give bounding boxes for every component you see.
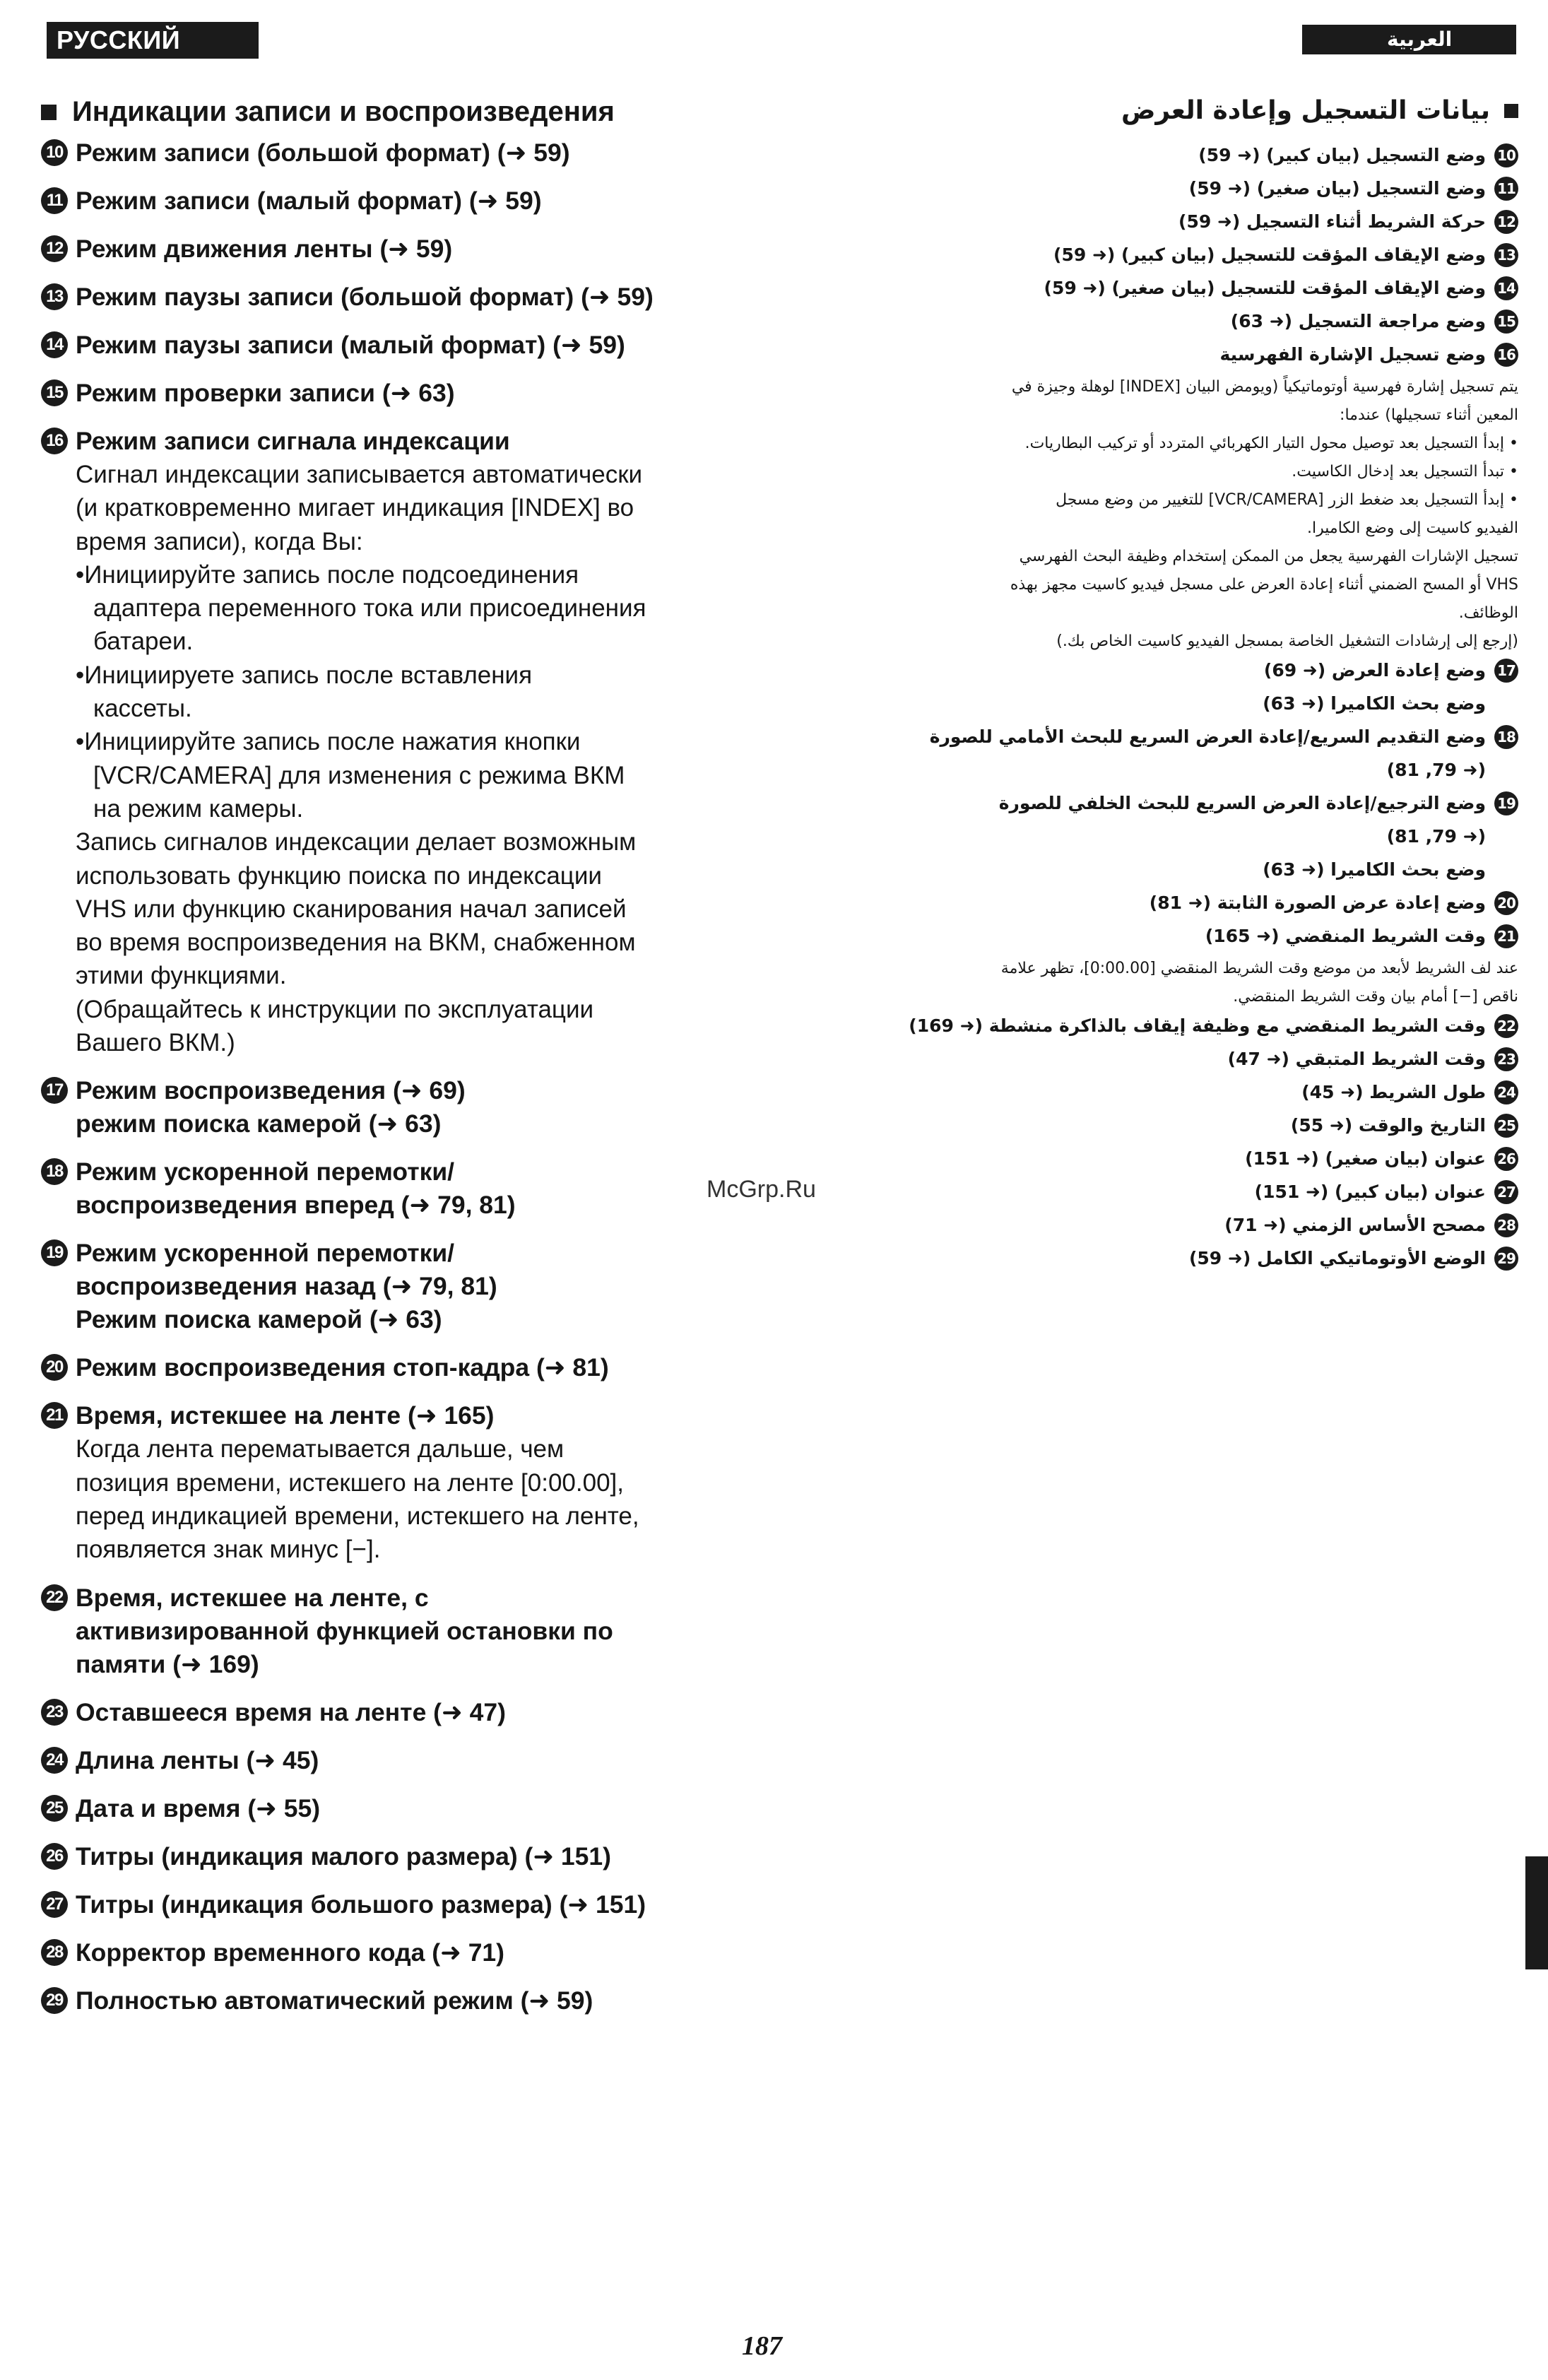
item-heading-line: Режим воспроизведения стоп-кадра (➜ 81)	[76, 1353, 609, 1382]
list-item	[41, 1074, 733, 1141]
circled-number-icon: 12	[41, 235, 68, 262]
list-item	[826, 174, 1518, 204]
item-heading-line: памяти (➜ 169)	[76, 1649, 259, 1678]
item-heading-line: Режим поиска камерой (➜ 63)	[76, 1305, 442, 1334]
list-item	[826, 273, 1518, 303]
bullet-line: الفيديو كاسيت إلى وضع الكاميرا.	[1307, 519, 1518, 537]
item-text: وضع تسجيل الإشارة الفهرسية	[1219, 344, 1486, 365]
item-text: وضع الترجيع/إعادة العرض السريع للبحث الخلفي للصورة	[998, 793, 1486, 813]
arabic-column	[826, 96, 1518, 1277]
text-line: Запись сигналов индексации делает возможным	[76, 828, 637, 856]
item-text: وضع مراجعة التسجيل (➜ 63)	[1230, 311, 1486, 331]
text-line: ناقص [−] أمام بيان وقت الشريط المنقضي.	[1233, 988, 1518, 1006]
circled-number-icon: 20	[41, 1354, 68, 1381]
text-line: عند لف الشريط لأبعد من موضع وقت الشريط المنقضي [0:00.00]، تظهر علامة	[1000, 960, 1518, 977]
circled-number-icon: 21	[41, 1402, 68, 1429]
list-item	[41, 1696, 733, 1729]
item-heading-line: Оставшееся время на ленте (➜ 47)	[76, 1697, 506, 1726]
item-heading-line: Режим паузы записи (малый формат) (➜ 59)	[76, 331, 625, 359]
list-item	[826, 307, 1518, 336]
text-line: Сигнал индексации записывается автоматически	[76, 461, 643, 488]
list-item	[826, 1111, 1518, 1141]
list-item	[41, 1744, 733, 1777]
text-line: (إرجع إلى إرشادات التشغيل الخاصة بمسجل الفيديو كاسيت الخاص بك.)	[1056, 632, 1518, 650]
item-subline: (➜ 79, 81)	[1386, 826, 1486, 847]
list-item	[826, 1210, 1518, 1240]
item-heading-line: Режим паузы записи (большой формат) (➜ 59)	[76, 283, 654, 311]
item-text: وضع التسجيل (بيان كبير) (➜ 59)	[1198, 145, 1486, 165]
item-subline: وضع بحث الكاميرا (➜ 63)	[1263, 693, 1486, 714]
list-item	[826, 921, 1518, 951]
list-item	[826, 722, 1518, 752]
text-line: перед индикацией времени, истекшего на ленте,	[76, 1502, 639, 1530]
item-subline: وضع بحث الكاميرا (➜ 63)	[1263, 859, 1486, 880]
item-text: وقت الشريط المتبقي (➜ 47)	[1227, 1049, 1486, 1069]
list-item	[41, 1237, 733, 1336]
circled-number-icon: 29	[41, 1987, 68, 2014]
item-heading-line: режим поиска камерой (➜ 63)	[76, 1109, 442, 1138]
circled-number-icon: 24	[41, 1747, 68, 1774]
circled-number-icon: 21	[1494, 924, 1518, 948]
bullet-line: •Инициируете запись после вставления	[76, 661, 533, 689]
list-item	[826, 141, 1518, 170]
circled-number-icon: 13	[41, 283, 68, 310]
text-line: Когда лента перематывается дальше, чем	[76, 1435, 565, 1463]
item-text: عنوان (بيان صغير) (➜ 151)	[1245, 1148, 1486, 1169]
item-heading-line: Режим проверки записи (➜ 63)	[76, 379, 455, 407]
item-text: وقت الشريط المنقضي (➜ 165)	[1205, 926, 1486, 946]
circled-number-icon: 17	[41, 1077, 68, 1104]
list-item	[826, 789, 1518, 818]
item-heading-line: Дата и время (➜ 55)	[76, 1793, 321, 1822]
text-line: المعين أثناء تسجيلها) عندما:	[1340, 406, 1518, 424]
item-heading-line: Режим записи (большой формат) (➜ 59)	[76, 139, 570, 167]
list-item	[41, 329, 733, 362]
circled-number-icon: 28	[1494, 1213, 1518, 1237]
list-item	[41, 425, 733, 1059]
list-item	[41, 1936, 733, 1969]
list-item	[41, 1840, 733, 1873]
list-item	[826, 1078, 1518, 1107]
square-bullet-icon	[1504, 104, 1518, 118]
text-line: تسجيل الإشارات الفهرسية يجعل من الممكن إستخدام وظيفة البحث الفهرسي	[1019, 548, 1518, 565]
item-heading-line: Режим воспроизведения (➜ 69)	[76, 1076, 466, 1105]
circled-number-icon: 13	[1494, 243, 1518, 267]
paragraph	[826, 373, 1518, 656]
item-text: وضع التسجيل (بيان صغير) (➜ 59)	[1188, 178, 1486, 199]
circled-number-icon: 22	[1494, 1014, 1518, 1038]
circled-number-icon: 11	[1494, 177, 1518, 201]
item-text: وضع التقديم السريع/إعادة العرض السريع للبحث الأمامي للصورة	[929, 726, 1486, 747]
text-line: (и кратковременно мигает индикация [INDEX] во	[76, 494, 634, 522]
text-line: (Обращайтесь к инструкции по эксплуатации	[76, 995, 594, 1023]
text-line: позиция времени, истекшего на ленте [0:00.00],	[76, 1468, 624, 1497]
list-item	[41, 1399, 733, 1566]
bullet-line: кассеты.	[93, 695, 192, 723]
item-heading-line: активизированной функцией остановки по	[76, 1616, 613, 1645]
item-text: وضع إعادة العرض (➜ 69)	[1263, 660, 1486, 681]
bullet-line: адаптера переменного тока или присоединения	[93, 594, 646, 623]
list-item	[826, 1244, 1518, 1273]
circled-number-icon: 16	[1494, 343, 1518, 367]
circled-number-icon: 16	[41, 428, 68, 454]
item-text: وضع الإيقاف المؤقت للتسجيل (بيان كبير) (➜ 59)	[1053, 245, 1486, 265]
list-item	[826, 1144, 1518, 1174]
circled-number-icon: 10	[1494, 143, 1518, 167]
circled-number-icon: 15	[41, 379, 68, 406]
text-line: الوظائف.	[1458, 604, 1518, 622]
circled-number-icon: 19	[1494, 791, 1518, 815]
text-line: время записи), когда Вы:	[76, 527, 363, 555]
bullet-line: • إبدأ التسجيل بعد توصيل محول التيار الكهربائي المتردد أو تركيب البطاريات.	[1024, 435, 1518, 452]
list-item	[41, 1351, 733, 1384]
language-tab-arabic: العربية	[1302, 25, 1516, 54]
bullet-line: на режим камеры.	[93, 794, 304, 823]
item-text: الوضع الأوتوماتيكي الكامل (➜ 59)	[1188, 1248, 1486, 1268]
item-heading-line: Режим ускоренной перемотки/	[76, 1157, 455, 1186]
section-title-ru	[41, 96, 733, 128]
paragraph	[826, 955, 1518, 1011]
list-item	[826, 240, 1518, 270]
item-text: حركة الشريط أثناء التسجيل (➜ 59)	[1178, 211, 1486, 232]
circled-number-icon: 26	[41, 1843, 68, 1870]
item-text: التاريخ والوقت (➜ 55)	[1290, 1115, 1486, 1136]
text-line: этими функциями.	[76, 962, 287, 990]
list-item	[41, 1984, 733, 2017]
circled-number-icon: 27	[41, 1891, 68, 1918]
bullet-line: •Инициируйте запись после нажатия кнопки	[76, 728, 581, 756]
circled-number-icon: 19	[41, 1239, 68, 1266]
circled-number-icon: 11	[41, 187, 68, 214]
section-title-text: Индикации записи и воспроизведения	[72, 96, 615, 127]
circled-number-icon: 18	[41, 1158, 68, 1185]
bullet-line: [VCR/CAMERA] для изменения с режима ВКМ	[93, 761, 625, 789]
bullet-item	[76, 725, 733, 825]
bullet-item	[76, 558, 733, 659]
item-subline: (➜ 79, 81)	[1386, 760, 1486, 780]
section-title-ar	[826, 96, 1518, 125]
item-heading-line: Время, истекшее на ленте, с	[76, 1583, 429, 1612]
list-item	[41, 184, 733, 218]
circled-number-icon: 14	[41, 331, 68, 358]
list-item	[826, 656, 1518, 685]
bullet-item	[76, 659, 733, 726]
ru-items-list	[41, 136, 733, 2017]
russian-column	[41, 96, 733, 2032]
circled-number-icon: 17	[1494, 659, 1518, 683]
item-text: مصحح الأساس الزمني (➜ 71)	[1224, 1215, 1486, 1235]
list-item	[826, 340, 1518, 370]
text-line: Вашего ВКМ.)	[76, 1029, 235, 1057]
circled-number-icon: 29	[1494, 1247, 1518, 1271]
circled-number-icon: 18	[1494, 725, 1518, 749]
item-heading-line: Титры (индикация малого размера) (➜ 151)	[76, 1842, 611, 1871]
list-item	[41, 136, 733, 170]
item-heading-line: воспроизведения назад (➜ 79, 81)	[76, 1272, 497, 1301]
circled-number-icon: 10	[41, 139, 68, 166]
item-heading-line: Корректор временного кода (➜ 71)	[76, 1938, 505, 1967]
list-item	[41, 1888, 733, 1921]
text-line: VHS или функцию сканирования начал записей	[76, 895, 627, 923]
item-heading-line: Титры (индикация большого размера) (➜ 151)	[76, 1890, 646, 1919]
list-item	[826, 888, 1518, 918]
page-number: 187	[742, 2331, 782, 2361]
square-bullet-icon	[41, 105, 57, 120]
circled-number-icon: 12	[1494, 210, 1518, 234]
item-text: وضع الإيقاف المؤقت للتسجيل (بيان صغير) (➜ 59)	[1044, 278, 1486, 298]
section-title-ar-text: بيانات التسجيل وإعادة العرض	[1121, 96, 1490, 125]
list-item	[41, 1581, 733, 1681]
circled-number-icon: 15	[1494, 310, 1518, 334]
text-line: использовать функцию поиска по индексации	[76, 861, 602, 890]
item-text: وقت الشريط المنقضي مع وظيفة إيقاف بالذاكرة منشطة (➜ 169)	[909, 1015, 1486, 1036]
list-item	[41, 232, 733, 266]
list-item	[41, 377, 733, 410]
list-item	[826, 207, 1518, 237]
item-heading-line: Режим записи сигнала индексации	[76, 427, 510, 455]
item-text: وضع إعادة عرض الصورة الثابتة (➜ 81)	[1149, 892, 1486, 913]
list-item	[41, 1792, 733, 1825]
circled-number-icon: 25	[1494, 1114, 1518, 1138]
list-item	[826, 1011, 1518, 1041]
side-thumb-tab	[1525, 1856, 1548, 1969]
language-tab-russian: РУССКИЙ ЯЗЫК	[47, 22, 259, 59]
item-heading-line: Режим движения ленты (➜ 59)	[76, 235, 453, 263]
circled-number-icon: 24	[1494, 1080, 1518, 1104]
bullet-line: батареи.	[93, 628, 194, 656]
item-text: طول الشريط (➜ 45)	[1301, 1082, 1486, 1102]
text-line: появляется знак минус [−].	[76, 1536, 381, 1564]
circled-number-icon: 27	[1494, 1180, 1518, 1204]
text-line: во время воспроизведения на ВКМ, снабженном	[76, 929, 636, 957]
item-text: عنوان (بيان كبير) (➜ 151)	[1254, 1182, 1486, 1202]
circled-number-icon: 26	[1494, 1147, 1518, 1171]
list-item	[826, 1177, 1518, 1207]
circled-number-icon: 23	[1494, 1047, 1518, 1071]
item-heading-line: Полностью автоматический режим (➜ 59)	[76, 1986, 593, 2015]
item-heading-line: Режим ускоренной перемотки/	[76, 1239, 455, 1268]
watermark: McGrp.Ru	[707, 1176, 816, 1203]
text-line: يتم تسجيل إشارة فهرسية أوتوماتيكياً (ويومض البيان [INDEX] لوهلة وجيزة في	[1011, 378, 1518, 396]
item-heading-line: Режим записи (малый формат) (➜ 59)	[76, 187, 542, 215]
list-item	[41, 281, 733, 314]
item-heading-line: воспроизведения вперед (➜ 79, 81)	[76, 1191, 516, 1220]
bullet-line: • تبدأ التسجيل بعد إدخال الكاسيت.	[1292, 463, 1518, 481]
circled-number-icon: 20	[1494, 891, 1518, 915]
list-item	[41, 1155, 733, 1222]
item-heading-line: Длина ленты (➜ 45)	[76, 1745, 319, 1774]
circled-number-icon: 14	[1494, 276, 1518, 300]
circled-number-icon: 25	[41, 1795, 68, 1822]
circled-number-icon: 28	[41, 1939, 68, 1966]
circled-number-icon: 22	[41, 1584, 68, 1611]
item-heading-line: Время, истекшее на ленте (➜ 165)	[76, 1401, 495, 1430]
text-line: VHS أو المسح الضمني أثناء إعادة العرض على مسجل فيديو كاسيت مجهز بهذه	[1010, 576, 1518, 594]
bullet-line: •Инициируйте запись после подсоединения	[76, 560, 579, 589]
circled-number-icon: 23	[41, 1699, 68, 1726]
list-item	[826, 1044, 1518, 1074]
bullet-line: • إبدأ التسجيل بعد ضغط الزر [VCR/CAMERA] للتغيير من وضع مسجل	[1056, 491, 1518, 509]
